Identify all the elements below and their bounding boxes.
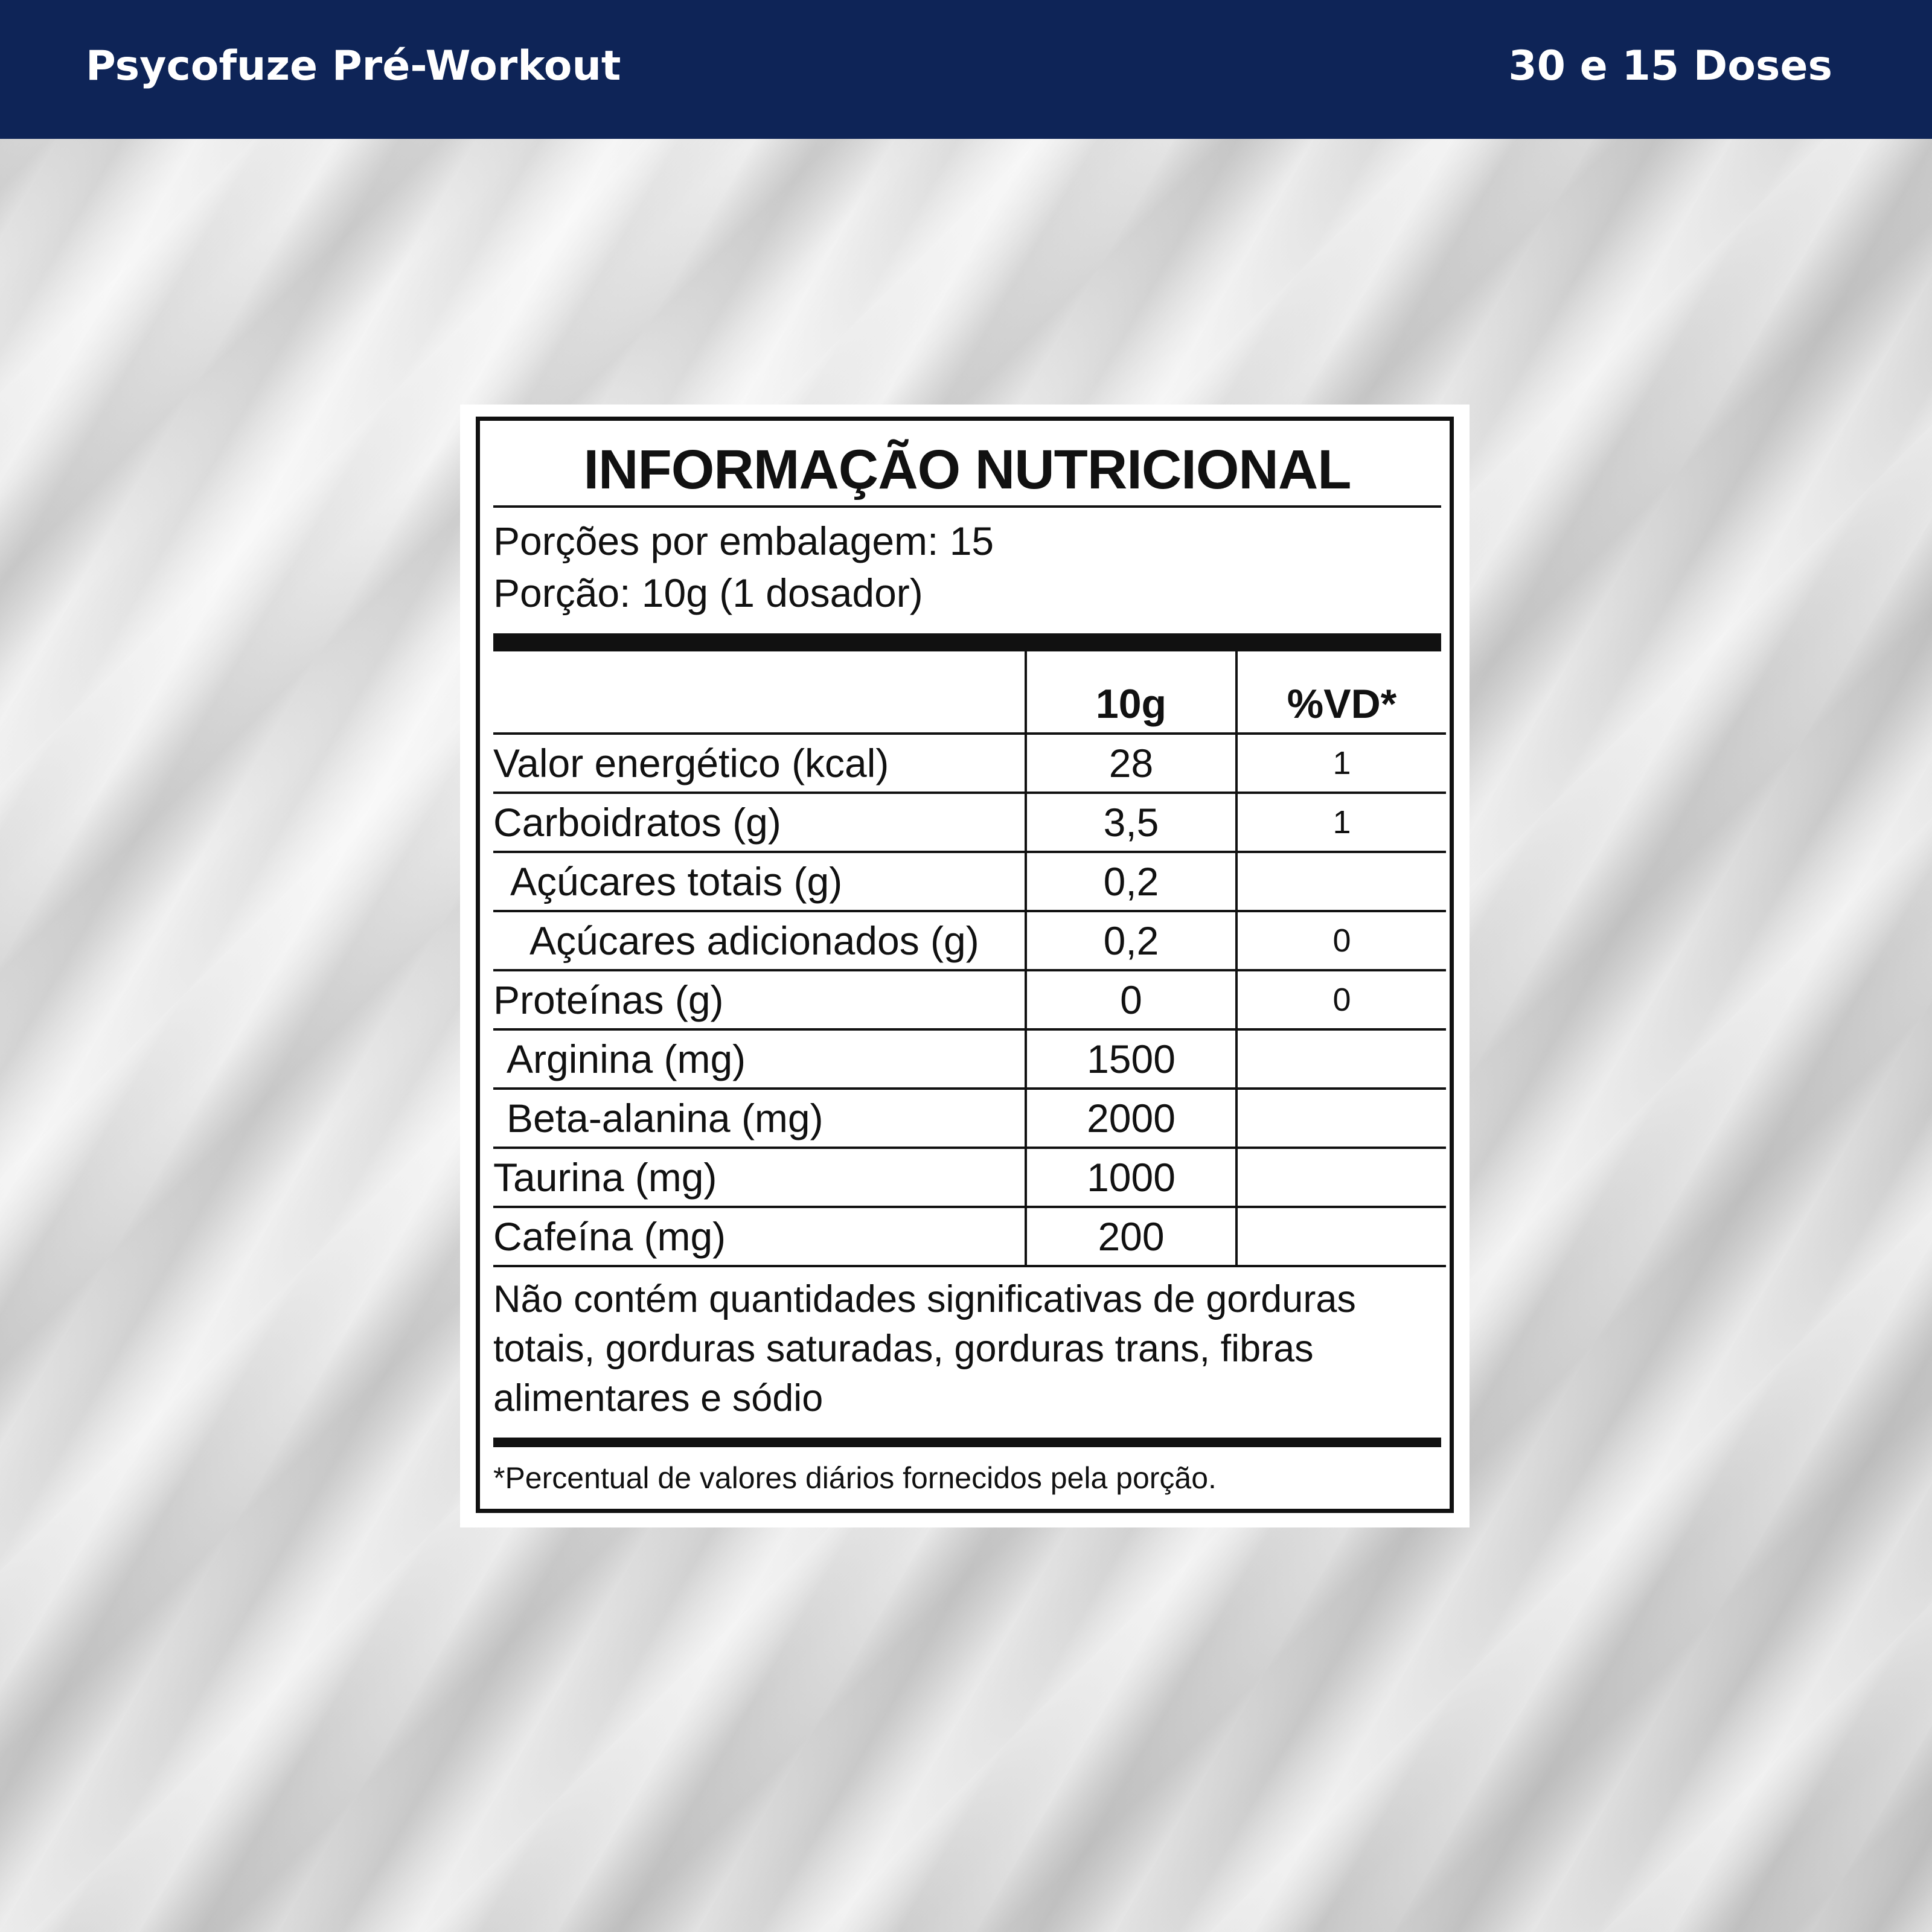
table-header-row: [493, 651, 1446, 734]
nutrient-name: Açúcares adicionados (g): [493, 911, 1026, 970]
nutrient-dv: 0: [1236, 911, 1446, 970]
header-blank-cell: [493, 651, 1026, 734]
doses-label: 30 e 15 Doses: [1508, 42, 1832, 90]
nutrient-name: Taurina (mg): [493, 1148, 1026, 1207]
header-dv: %VD*: [1236, 651, 1446, 734]
table-row: [493, 911, 1446, 970]
nutrient-value: 1500: [1026, 1029, 1236, 1089]
nutrient-value: 0,2: [1026, 852, 1236, 911]
nutrient-value: 28: [1026, 734, 1236, 793]
table-row: [493, 734, 1446, 793]
nutrient-name: Valor energético (kcal): [493, 734, 1026, 793]
nutrient-value: 1000: [1026, 1148, 1236, 1207]
nutrient-dv: [1236, 1089, 1446, 1148]
label-heading: INFORMAÇÃO NUTRICIONAL: [493, 421, 1441, 508]
nutrient-name: Carboidratos (g): [493, 793, 1026, 852]
nutrient-value: 2000: [1026, 1089, 1236, 1148]
product-title: Psycofuze Pré-Workout: [86, 42, 621, 90]
table-row: [493, 793, 1446, 852]
nutrient-name: Proteínas (g): [493, 970, 1026, 1029]
table-row: [493, 1148, 1446, 1207]
thick-divider: [493, 633, 1441, 651]
table-row: [493, 852, 1446, 911]
servings-per-package: Porções por embalagem: 15: [493, 519, 994, 563]
table-row: [493, 1207, 1446, 1266]
table-row: [493, 970, 1446, 1029]
daily-value-footnote: *Percentual de valores diários fornecidos pela porção.: [493, 1461, 1217, 1495]
nutrient-value: 0,2: [1026, 911, 1236, 970]
serving-size: Porção: 10g (1 dosador): [493, 571, 923, 615]
nutrition-table: [493, 651, 1446, 1267]
nutrient-value: 200: [1026, 1207, 1236, 1266]
nutrient-value: 0: [1026, 970, 1236, 1029]
table-row: [493, 1089, 1446, 1148]
thick-divider-bottom: [493, 1438, 1441, 1447]
nutrient-dv: 1: [1236, 734, 1446, 793]
nutrient-value: 3,5: [1026, 793, 1236, 852]
insignificant-nutrients-note: Não contém quantidades significativas de gorduras totais, gorduras saturadas, gorduras trans, fibras alimentares e sódio: [493, 1278, 1356, 1419]
nutrient-name: Arginina (mg): [493, 1029, 1026, 1089]
nutrient-dv: [1236, 1207, 1446, 1266]
nutrient-dv: [1236, 1029, 1446, 1089]
table-row: [493, 1029, 1446, 1089]
nutrient-dv: 0: [1236, 970, 1446, 1029]
nutrient-dv: 1: [1236, 793, 1446, 852]
nutrient-dv: [1236, 852, 1446, 911]
nutrient-name: Açúcares totais (g): [493, 852, 1026, 911]
header-amount: 10g: [1026, 651, 1236, 734]
nutrient-name: Cafeína (mg): [493, 1207, 1026, 1266]
header-bar: [0, 0, 1932, 139]
nutrition-label: [476, 417, 1454, 1513]
nutrient-dv: [1236, 1148, 1446, 1207]
nutrient-name: Beta-alanina (mg): [493, 1089, 1026, 1148]
